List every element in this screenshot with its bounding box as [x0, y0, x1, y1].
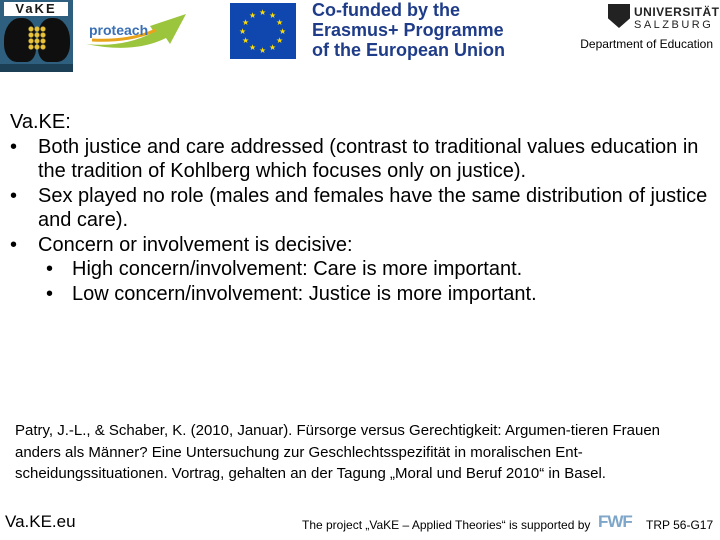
main-content	[10, 110, 710, 306]
erasmus-line-3: of the European Union	[312, 40, 505, 60]
bullet-item: • Both justice and care addressed (contrast to traditional values education in the tradition of Kohlberg which focuses only on justice).	[10, 135, 710, 184]
department-label: Department of Education	[580, 37, 713, 51]
university-salzburg-logo	[606, 2, 720, 32]
fwf-logo-text: FWF	[598, 512, 632, 531]
proteach-logo-text: proteach	[89, 22, 149, 38]
bullet-list	[10, 135, 710, 307]
sub-bullet-item: • Low concern/involvement: Justice is more important.	[10, 282, 710, 307]
footer-site-label: Va.KE.eu	[5, 512, 76, 531]
university-emblem-icon	[608, 4, 630, 28]
bullet-item: • Concern or involvement is decisive:	[10, 233, 710, 258]
sub-bullet-item: • High concern/involvement: Care is more important.	[10, 257, 710, 282]
vake-logo-text: VaKE	[4, 2, 68, 16]
footer-support-text: The project „VaKE – Applied Theories“ is supported by	[302, 518, 591, 532]
content-heading: Va.KE:	[10, 111, 71, 133]
reference-citation: Patry, J.-L., & Schaber, K. (2010, Januar). Fürsorge versus Gerechtigkeit: Argumen-tieren Frauen anders als Männer? Eine Untersuchung zur Geschlechtsspezifität in moralischen Ent-scheidungssituationen. Vortrag, gehalten an der Tagung „Moral und Beruf 2010“ in Basel.	[15, 422, 661, 482]
proteach-logo	[84, 2, 188, 64]
fwf-logo-subline	[598, 531, 644, 537]
bullet-item: • Sex played no role (males and females have the same distribution of justice and care).	[10, 184, 710, 233]
university-name-line2: SALZBURG	[634, 19, 714, 31]
logo-strip	[0, 64, 73, 72]
university-name-line1: UNIVERSITÄT	[634, 5, 720, 19]
erasmus-line-2: Erasmus+ Programme	[312, 20, 504, 40]
footer-grant-code: TRP 56-G17	[646, 518, 714, 532]
fwf-logo	[598, 513, 644, 537]
eu-flag-icon: ★ ★ ★ ★ ★ ★ ★ ★ ★ ★ ★ ★	[230, 3, 296, 59]
erasmus-cofunded-text	[312, 0, 512, 60]
dots-pattern-icon	[28, 26, 46, 50]
vake-logo	[0, 0, 73, 72]
erasmus-line-1: Co-funded by the	[312, 0, 460, 20]
